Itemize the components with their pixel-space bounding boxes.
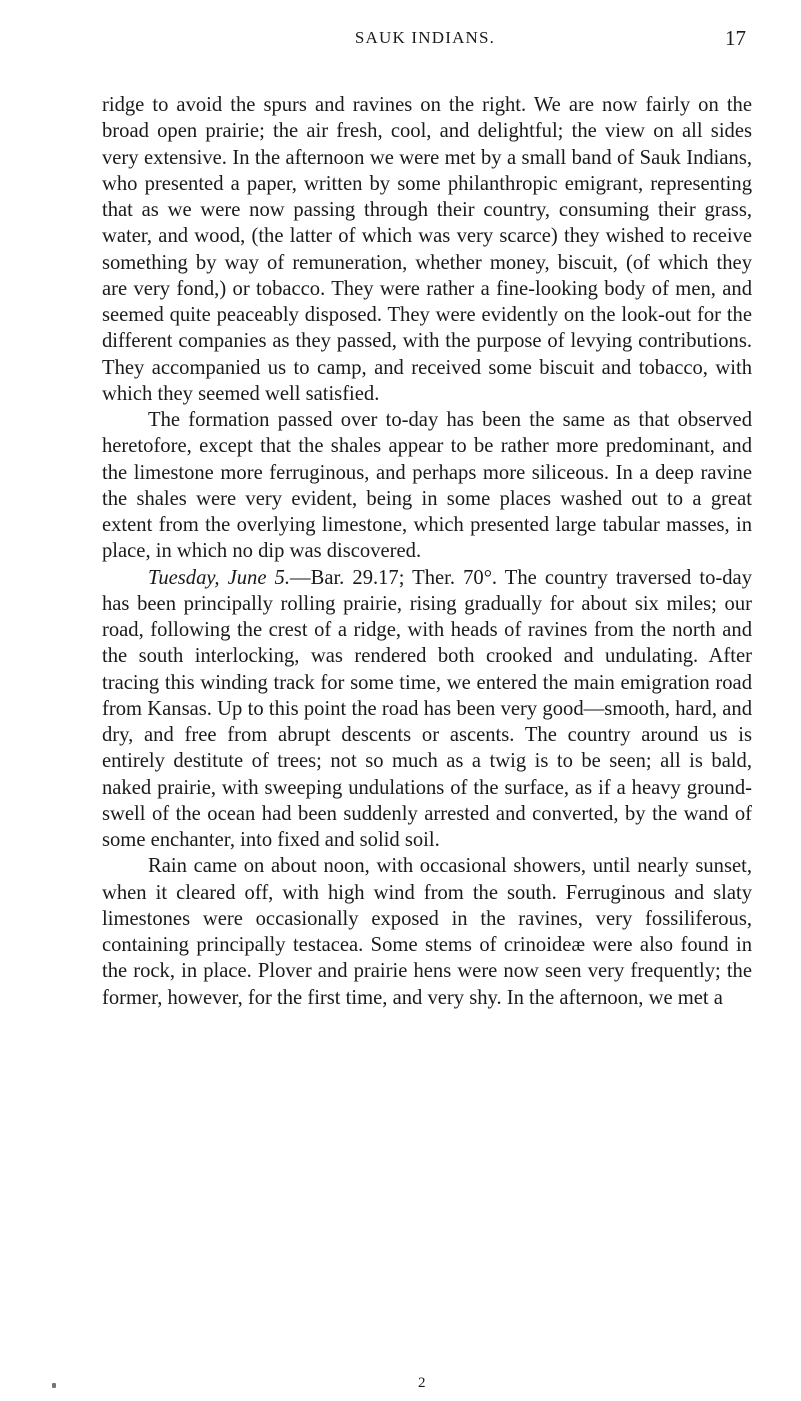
- page-number: 17: [725, 26, 746, 50]
- paragraph-3: [102, 565, 752, 854]
- signature-mark: 2: [418, 1375, 426, 1391]
- page-header: [100, 20, 750, 56]
- stray-mark: [52, 1383, 56, 1388]
- body-text: [102, 92, 752, 1011]
- running-title: SAUK INDIANS.: [354, 28, 496, 47]
- paragraph-3-text: —Bar. 29.17; Ther. 70°. The country traversed to-day has been principally rolling prairie, rising gradually for about six miles; our road, following the crest of a ridge, with heads of ravines from the north and the south interlocking, was rendered both crooked and undulating. After tracing this winding track for some time, we entered the main emigration road from Kansas. Up to this point the road has been very good—smooth, hard, and dry, and free from abrupt descents or ascents. The country around us is entirely destitute of trees; not so much as a twig is to be seen; all is bald, naked prairie, with sweeping undulations of the surface, as if a heavy ground-swell of the ocean had been suddenly arrested and converted, by the wand of some enchanter, into fixed and solid soil.: [102, 566, 752, 851]
- paragraph-2: The formation passed over to-day has been the same as that observed heretofore, except that the shales appear to be rather more predominant, and the limestone more ferruginous, and perhaps more siliceous. In a deep ravine the shales were very evident, being in some places washed out to a great extent from the overlying limestone, which presented large tabular masses, in place, in which no dip was discovered.: [102, 409, 752, 563]
- entry-date: Tuesday, June 5.: [148, 566, 290, 589]
- paragraph-1: ridge to avoid the spurs and ravines on the right. We are now fairly on the broad open prairie; the air fresh, cool, and delightful; the view on all sides very extensive. In the afternoon we were met by a small band of Sauk Indians, who presented a paper, written by some philanthropic emigrant, representing that as we were now passing through their country, consuming their grass, water, and wood, (the latter of which was very scarce) they wished to receive something by way of remuneration, whether money, biscuit, (of which they are very fond,) or tobacco. They were rather a fine-looking body of men, and seemed quite peaceably disposed. They were evidently on the look-out for the different companies as they passed, with the purpose of levying contributions. They accompanied us to camp, and received some biscuit and tobacco, with which they seemed well satisfied.: [102, 94, 752, 405]
- paragraph-4: Rain came on about noon, with occasional showers, until nearly sunset, when it cleared off, with high wind from the south. Ferruginous and slaty limestones were occasionally exposed in the ravines, very fossiliferous, containing principally testacea. Some stems of crinoideæ were also found in the rock, in place. Plover and prairie hens were now seen very frequently; the former, however, for the first time, and very shy. In the afternoon, we met a: [102, 855, 752, 1009]
